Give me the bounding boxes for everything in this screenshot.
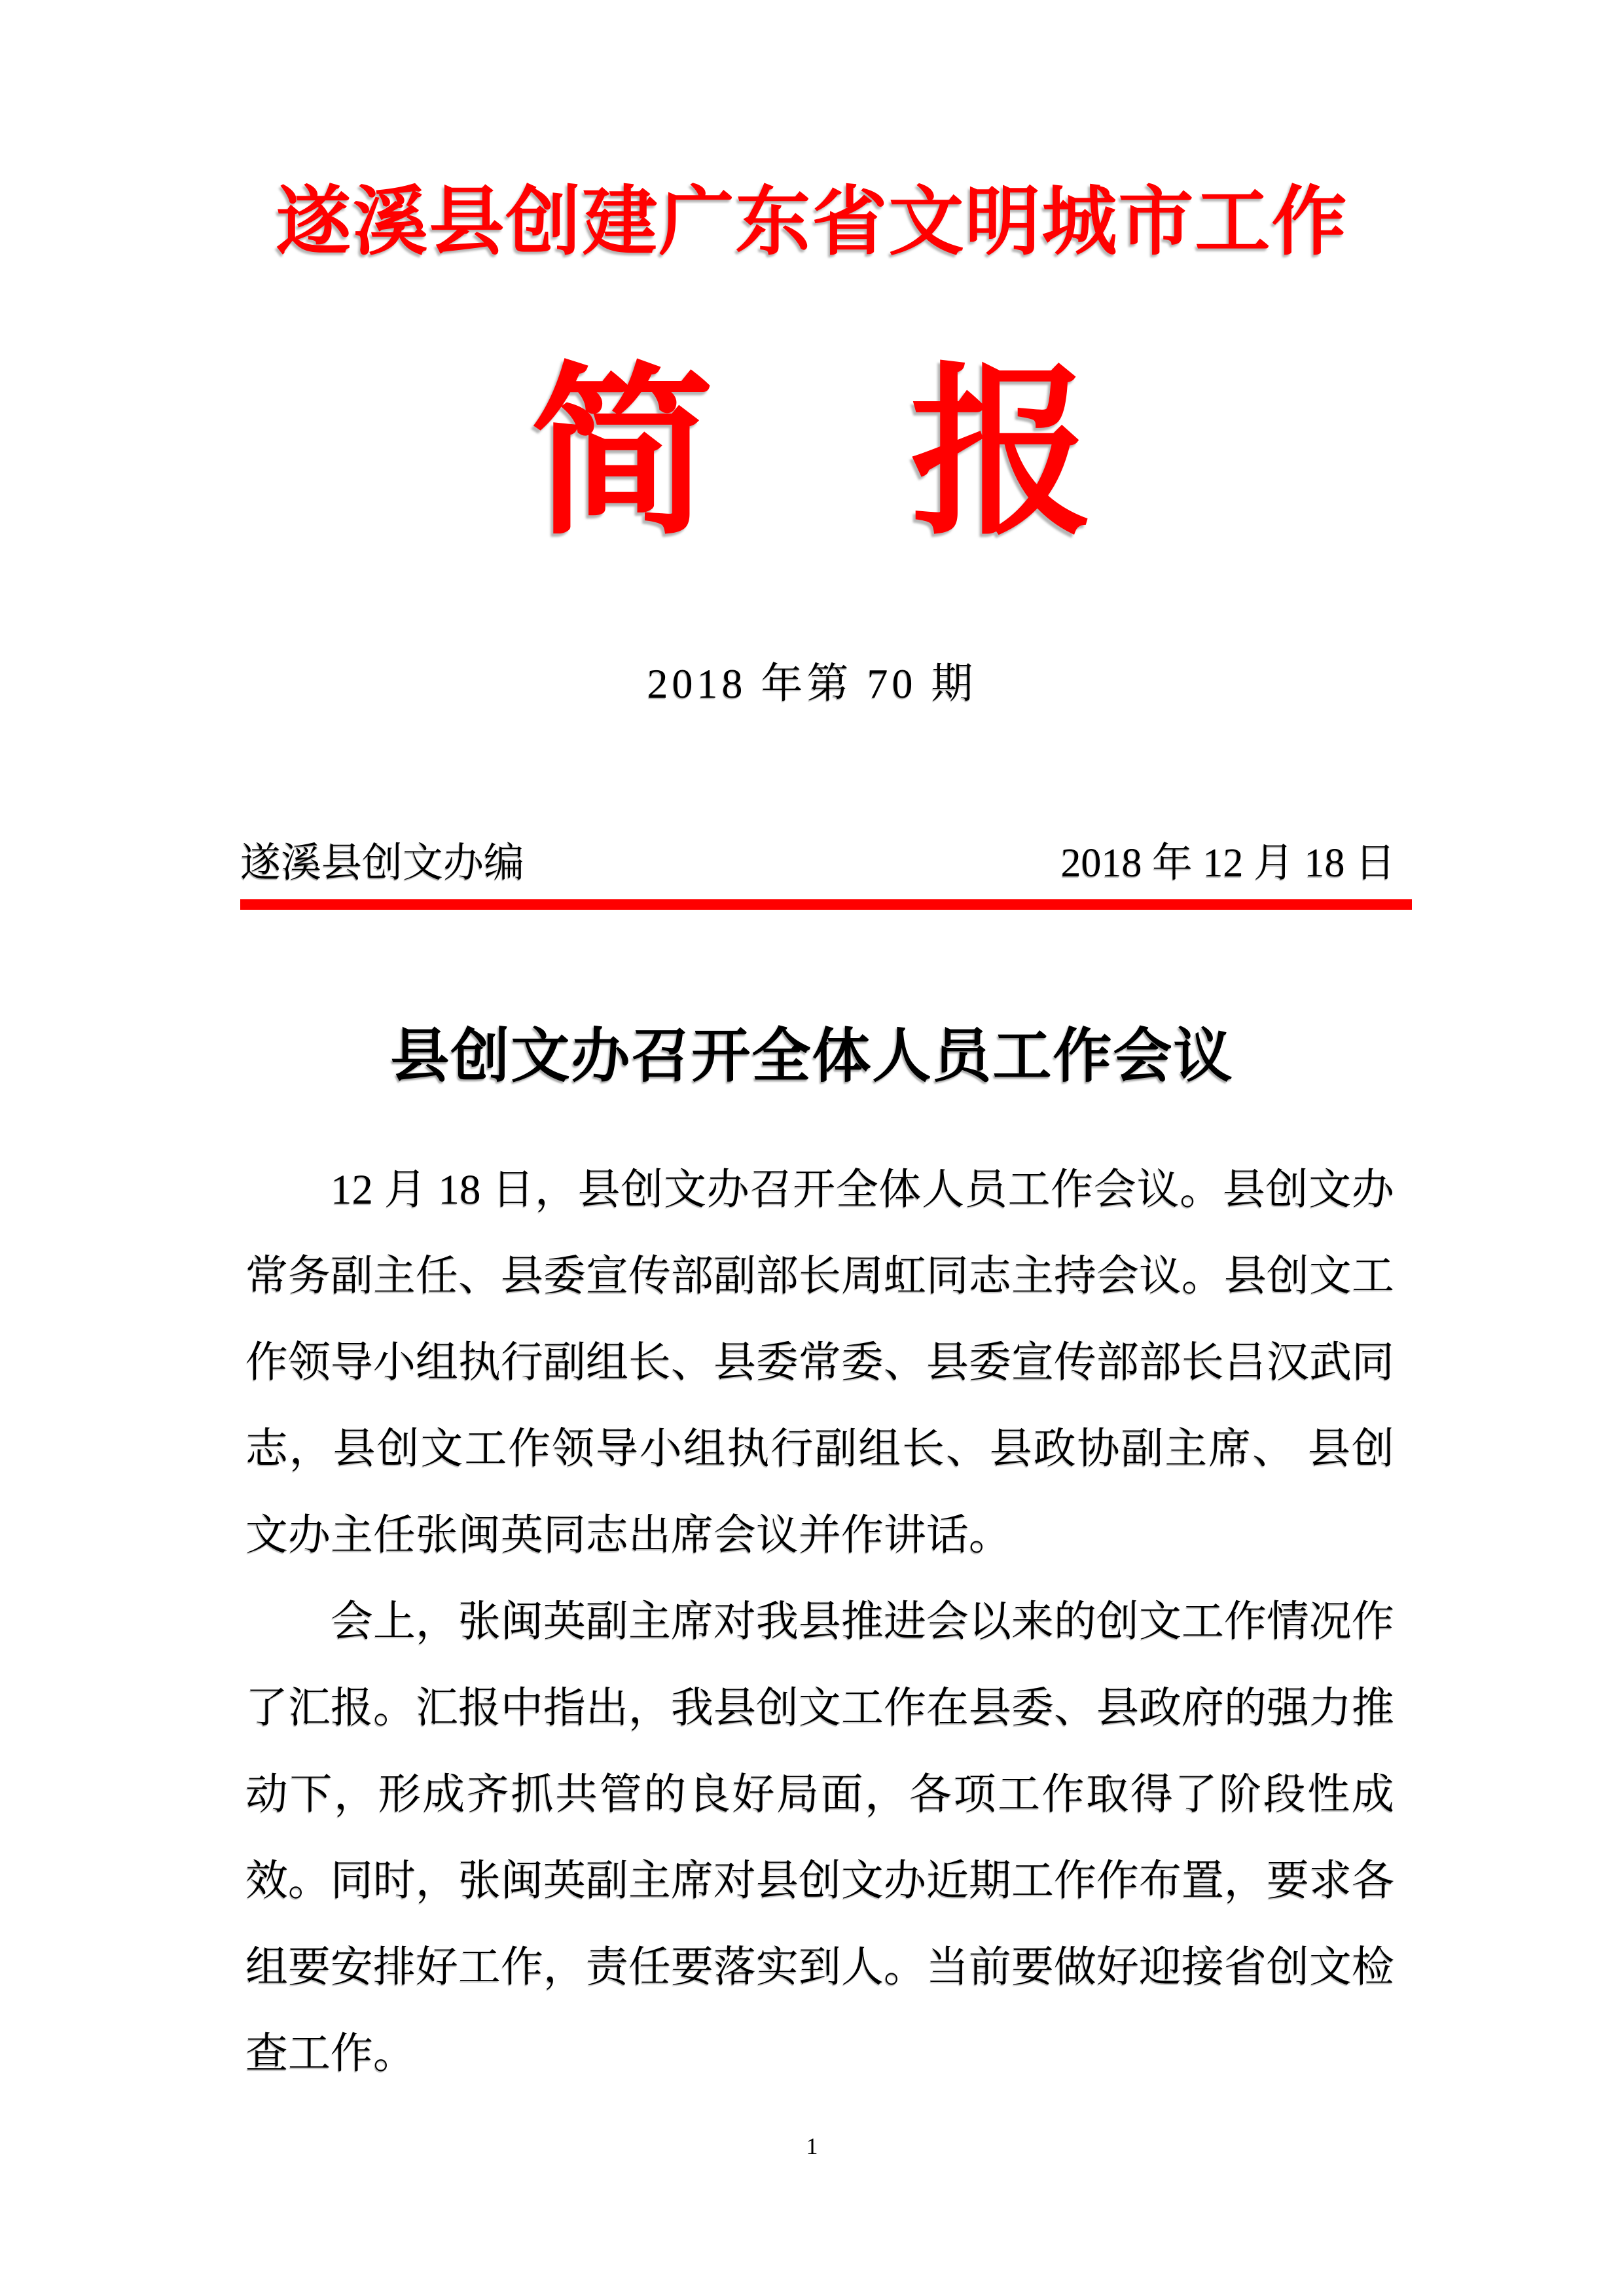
page-number: 1 <box>806 2133 818 2159</box>
article-paragraph: 12 月 18 日，县创文办召开全体人员工作会议。县创文办常务副主任、县委宣传部副部长周虹同志主持会议。县创文工作领导小组执行副组长、县委常委、县委宣传部部长吕汉武同志，县创文工作领导小组执行副组长、县政协副主席、 县创文办主任张闽英同志出席会议并作讲话。 <box>245 1166 1395 1559</box>
masthead-subtitle-char-1: 简 <box>530 353 714 556</box>
masthead-subtitle <box>0 353 1624 556</box>
article-heading: 县创文办召开全体人员工作会议 <box>390 1024 1234 1089</box>
article-body <box>245 1147 1394 2097</box>
masthead-title: 遂溪县创建广东省文明城市工作 <box>276 181 1348 264</box>
editor-date-row <box>240 838 1396 889</box>
publish-date: 2018 年 12 月 18 日 <box>1060 841 1396 886</box>
masthead-subtitle-char-2: 报 <box>910 353 1094 556</box>
editor-label: 遂溪县创文办编 <box>240 841 525 886</box>
red-divider-rule <box>240 899 1412 910</box>
issue-number: 2018 年第 70 期 <box>647 660 977 707</box>
article-paragraph: 会上，张闽英副主席对我县推进会以来的创文工作情况作了汇报。汇报中指出，我县创文工作在县委、县政府的强力推动下，形成齐抓共管的良好局面，各项工作取得了阶段性成效。同时，张闽英副主席对县创文办近期工作作布置，要求各组要安排好工作，责任要落实到人。当前要做好迎接省创文检查工作。 <box>245 1598 1395 2077</box>
